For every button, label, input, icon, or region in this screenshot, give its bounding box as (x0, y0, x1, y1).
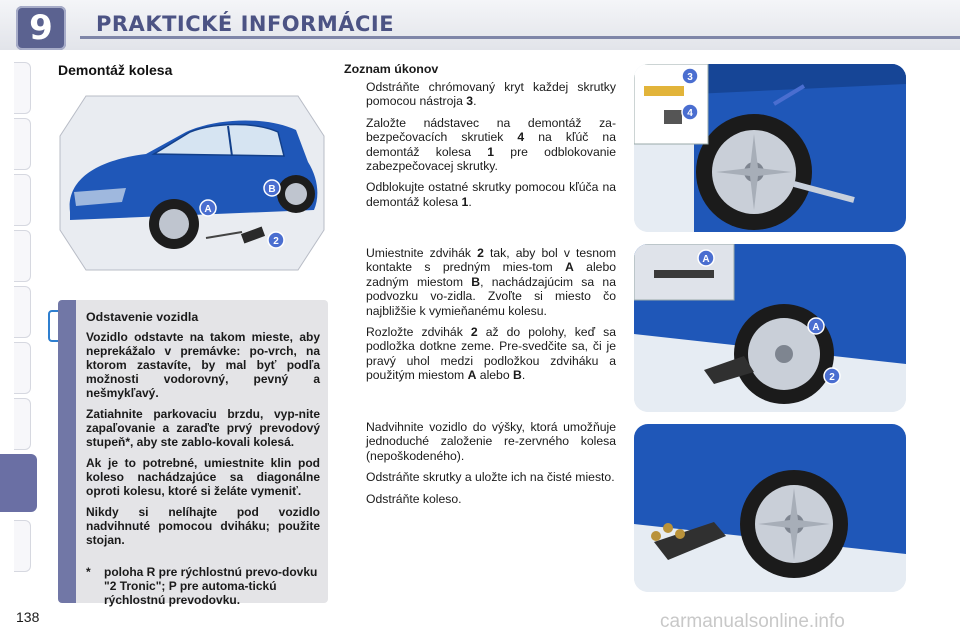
chapter-number-badge: 9 (16, 6, 66, 50)
page-number: 138 (16, 609, 40, 625)
info-box-parking (58, 300, 328, 607)
info-paragraph: Nikdy si nelíhajte pod vozidlo nadvihnuté pomocou dviháku; použite stojan. (86, 505, 320, 547)
chapter-tab-active[interactable] (0, 454, 37, 512)
section-title: Demontáž kolesa (58, 62, 173, 78)
photo-jack-placement (634, 244, 906, 412)
bullet-icon (344, 420, 366, 463)
chapter-tab[interactable] (14, 174, 31, 226)
info-paragraph: Ak je to potrebné, umiestnite klin pod koleso nachádzajúce sa diagonálne oproti kolesu, ktoré si želáte vymeniť. (86, 456, 320, 498)
bullet-icon (344, 470, 366, 484)
step-group-remove (344, 420, 616, 513)
step-item: Odstráňte skrutky a uložte ich na čisté miesto. (344, 470, 616, 484)
tool-4-label: 4 (687, 108, 693, 119)
step-group-jack (344, 246, 616, 390)
info-heading: Odstavenie vozidla (86, 310, 199, 324)
step-item: Odstráňte chrómovaný kryt každej skrutky pomocou nástroja 3. (344, 80, 616, 109)
tool-3-label: 3 (687, 72, 693, 83)
point-a-label: A (702, 254, 710, 265)
chapter-tab[interactable] (14, 286, 31, 338)
watermark: carmanualsonline.info (660, 611, 845, 632)
footnote-marker: * (86, 565, 91, 579)
point-a-label: A (812, 322, 820, 333)
jack-label: 2 (829, 372, 835, 383)
chapter-tab[interactable] (14, 520, 31, 572)
chapter-tab[interactable] (14, 342, 31, 394)
header-rule (80, 36, 960, 39)
procedure-heading: Zoznam úkonov (344, 62, 439, 76)
point-a-label: A (204, 204, 212, 215)
photo-loosen-bolts (634, 64, 906, 232)
step-group-unlock (344, 80, 616, 216)
info-paragraph: Vozidlo odstavte na takom mieste, aby neprekážalo v premávke: po-vrch, na ktorom zastavíte, by mal byť podľa možnosti vodorovný, pevný a nešmykľavý. (86, 330, 320, 400)
step-item: Umiestnite zdvihák 2 tak, aby bol v tesnom kontakte s predným mies-tom A alebo zadným miestom B, nachádzajúcim sa na podvozku vo-zidla. Zvoľte si miesto čo najbližšie k vymieňanému kolesu. (344, 246, 616, 318)
chapter-tab[interactable] (14, 118, 31, 170)
bullet-icon (344, 116, 366, 174)
chapter-title: PRAKTICKÉ INFORMÁCIE (96, 12, 395, 36)
chapter-tab[interactable] (14, 62, 31, 114)
bullet-icon (344, 325, 366, 383)
step-item: Odblokujte ostatné skrutky pomocou kľúča na demontáž kolesa 1. (344, 180, 616, 209)
info-paragraph: Zatiahnite parkovaciu brzdu, vyp-nite zapaľovanie a zaraďte prvý prevodový stupeň*, aby ste zablo-kovali kolesá. (86, 407, 320, 449)
step-item: Nadvihnite vozidlo do výšky, ktorá umožňuje jednoduché založenie re-zervného kolesa (nepoškodeného). (344, 420, 616, 463)
footnote-text: poloha R pre rýchlostnú prevo-dovku "2 Tronic"; P pre automa-tickú rýchlostnú prevodovku. (104, 565, 318, 607)
car-jacking-illustration (56, 92, 328, 274)
jack-label: 2 (273, 236, 279, 247)
step-item: Založte nádstavec na demontáž za-bezpečovacích skrutiek 4 na kľúč na demontáž kolesa 1 pre odblokovanie zabezpečovacej skrutky. (344, 116, 616, 174)
chapter-tab[interactable] (14, 230, 31, 282)
bullet-icon (344, 80, 366, 109)
step-item: Odstráňte koleso. (344, 492, 616, 506)
step-item: Rozložte zdvihák 2 až do polohy, keď sa podložka dotkne zeme. Pre-svedčite sa, či je pravý uhol medzi podložkou zdviháku a použitým miestom A alebo B. (344, 325, 616, 383)
chapter-tabs (0, 62, 36, 582)
point-b-label: B (268, 184, 276, 195)
photo-remove-wheel (634, 424, 906, 592)
footnote (86, 565, 320, 607)
bullet-icon (344, 180, 366, 209)
bullet-icon (344, 492, 366, 506)
bullet-icon (344, 246, 366, 318)
chapter-tab[interactable] (14, 398, 31, 450)
